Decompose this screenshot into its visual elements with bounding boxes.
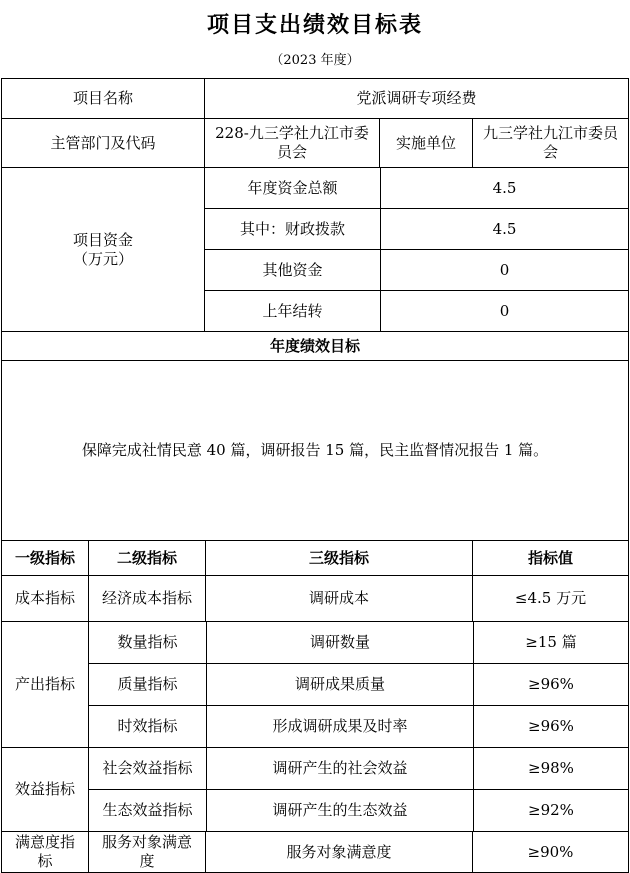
indicator-level2: 生态效益指标 — [102, 801, 193, 820]
indicator-level3: 调研产生的社会效益 — [206, 748, 473, 789]
indicator-row — [89, 705, 628, 747]
indicator-value: ≥96% — [473, 664, 628, 705]
annual-target-content: 保障完成社情民意 40 篇，调研报告 15 篇，民主监督情况报告 1 篇。 — [81, 441, 549, 460]
indicator-row — [89, 622, 628, 663]
indicator-level2: 经济成本指标 — [88, 576, 205, 621]
funding-row-other — [205, 249, 628, 290]
indicator-header-level2: 二级指标 — [88, 541, 205, 575]
indicator-group-output — [2, 621, 628, 747]
funding-other-label: 其他资金 — [262, 260, 323, 279]
indicator-level3: 调研成本 — [205, 576, 472, 621]
indicator-level2: 质量指标 — [117, 675, 178, 694]
department-row — [2, 118, 628, 167]
project-name-value: 党派调研专项经费 — [204, 79, 628, 118]
page-subtitle: （2023 年度） — [270, 53, 360, 68]
funding-label-line1: 项目资金 — [72, 230, 133, 249]
indicator-level2: 数量指标 — [117, 633, 178, 652]
indicator-level2: 服务对象满意度 — [88, 832, 205, 872]
indicator-level3: 调研产生的生态效益 — [206, 790, 473, 831]
project-name-row — [2, 79, 628, 118]
indicator-row-cost — [2, 575, 628, 621]
indicator-level1-benefit: 效益指标 — [14, 780, 75, 799]
indicator-value: ≥92% — [473, 790, 628, 831]
implementing-unit-value: 九三学社九江市委员会 — [472, 119, 628, 167]
funding-group — [2, 167, 628, 331]
indicator-row — [89, 748, 628, 789]
indicator-row — [89, 789, 628, 831]
funding-fiscal-value: 4.5 — [380, 209, 628, 249]
indicator-header-level3: 三级指标 — [205, 541, 472, 575]
department-label: 主管部门及代码 — [50, 133, 156, 152]
indicator-level3: 服务对象满意度 — [205, 832, 472, 872]
indicator-level1-satisfaction: 满意度指标 — [14, 833, 75, 870]
indicator-header-level1: 一级指标 — [14, 548, 75, 567]
funding-row-carryover — [205, 290, 628, 331]
performance-target-table — [1, 78, 629, 873]
funding-total-label: 年度资金总额 — [247, 178, 338, 197]
indicator-value: ≥98% — [473, 748, 628, 789]
page-title: 项目支出绩效目标表 — [206, 12, 423, 38]
indicator-level3: 调研数量 — [206, 622, 473, 663]
funding-row-fiscal — [205, 208, 628, 249]
project-name-label: 项目名称 — [72, 89, 133, 108]
department-value: 228-九三学社九江市委员会 — [204, 119, 379, 167]
indicator-header-row — [2, 540, 628, 575]
funding-fiscal-label: 其中：财政拨款 — [239, 219, 345, 238]
indicator-header-value: 指标值 — [472, 541, 628, 575]
indicator-level3: 形成调研成果及时率 — [206, 706, 473, 747]
indicator-level1-output: 产出指标 — [14, 675, 75, 694]
indicator-value: ≥15 篇 — [473, 622, 628, 663]
benefit-indicator-rows — [88, 748, 628, 831]
indicator-group-benefit — [2, 747, 628, 831]
funding-row-total — [205, 168, 628, 208]
funding-total-value: 4.5 — [380, 168, 628, 208]
indicator-value: ≤4.5 万元 — [472, 576, 628, 621]
funding-label-line2: （万元） — [72, 249, 133, 268]
funding-label — [2, 168, 204, 331]
indicator-value: ≥96% — [473, 706, 628, 747]
funding-carryover-label: 上年结转 — [262, 301, 323, 320]
indicator-level3: 调研成果质量 — [206, 664, 473, 705]
funding-carryover-value: 0 — [380, 291, 628, 331]
indicator-level2: 社会效益指标 — [102, 759, 193, 778]
annual-target-header-row — [2, 331, 628, 360]
indicator-value: ≥90% — [472, 832, 628, 872]
annual-target-content-row — [2, 360, 628, 540]
output-indicator-rows — [88, 622, 628, 747]
indicator-level2: 时效指标 — [117, 717, 178, 736]
indicator-level1-cost: 成本指标 — [14, 589, 75, 608]
indicator-row — [89, 663, 628, 705]
funding-rows — [204, 168, 628, 331]
implementing-unit-label: 实施单位 — [379, 119, 472, 167]
funding-other-value: 0 — [380, 250, 628, 290]
annual-target-header: 年度绩效目标 — [269, 336, 360, 355]
